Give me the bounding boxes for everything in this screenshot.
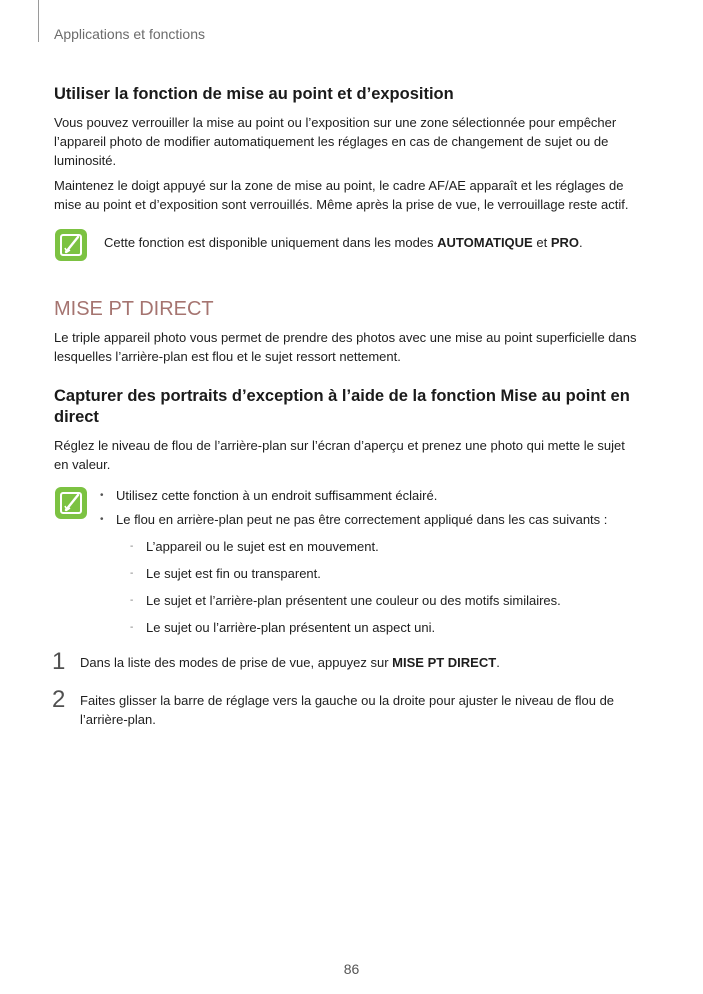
bullet-item-text: Le flou en arrière-plan peut ne pas être correctement appliqué dans les cas suivants : [116,512,608,527]
subheading-live-focus: Capturer des portraits d’exception à l’aide de la fonction Mise au point en direct [54,387,630,426]
mode-pro: PRO [550,235,579,250]
section-title-mise-pt-direct: MISE PT DIRECT [54,298,214,320]
paragraph-af-ae-frame: Maintenez le doigt appuyé sur la zone de mise au point, le cadre AF/AE apparaît et les réglages de mise au point et d’exposition sont verrouillés. Même après la prise de vue, le verrouillage reste actif. [54,178,629,212]
dash-list [130,537,636,637]
note-text-prefix: Cette fonction est disponible uniquement dans les modes [104,235,438,250]
dash-item: - Le sujet est fin ou transparent. [130,564,636,583]
paragraph-blur-level: Réglez le niveau de flou de l’arrière-plan sur l’écran d’aperçu et prenez une photo qui mette le sujet en valeur. [54,438,625,472]
note-icon [54,228,88,262]
header-divider [38,0,39,42]
note-icon [54,486,88,520]
note-block-modes [54,228,640,252]
step-number: 1 [52,648,66,675]
page-content [54,84,640,743]
step-text: Faites glisser la barre de réglage vers la gauche ou la droite pour ajuster le niveau de flou de l’arrière-plan. [80,693,615,727]
note-block-conditions [54,486,640,637]
step-text-prefix: Dans la liste des modes de prise de vue, appuyez sur [80,655,393,670]
step-text-suffix: . [496,655,500,670]
step-text [80,653,640,672]
paragraph-focus-lock: Vous pouvez verrouiller la mise au point ou l’exposition sur une zone sélectionnée pour empêcher l’appareil photo de modifier automatiquement les réglages en cas de changement de sujet ou de luminosité. [54,115,617,168]
note-bullet-list [100,486,636,637]
mode-mise-pt-direct: MISE PT DIRECT [392,655,497,670]
paragraph-triple-camera: Le triple appareil photo vous permet de prendre des photos avec une mise au point superficielle dans lesquelles l’arrière-plan est flou et le sujet ressort nettement. [54,330,637,364]
steps-list [52,648,640,729]
section-heading-focus-exposure: Utiliser la fonction de mise au point et d’exposition [54,85,454,103]
dash-item: - Le sujet ou l’arrière-plan présentent un aspect uni. [130,618,636,637]
bullet-item: • Utilisez cette fonction à un endroit suffisamment éclairé. [100,486,636,505]
page-number: 86 [343,961,360,977]
page-header: Applications et fonctions [54,26,205,42]
note-text-middle: et [532,235,551,250]
bullet-item [100,510,636,637]
note-text-suffix: . [578,235,583,250]
note-text-modes [104,228,640,252]
step-1 [52,648,640,677]
step-number: 2 [52,686,66,713]
dash-item: - Le sujet et l’arrière-plan présentent une couleur ou des motifs similaires. [130,591,636,610]
mode-automatique: AUTOMATIQUE [437,235,533,250]
dash-item: - L’appareil ou le sujet est en mouvement. [130,537,636,556]
step-2 [52,686,640,729]
